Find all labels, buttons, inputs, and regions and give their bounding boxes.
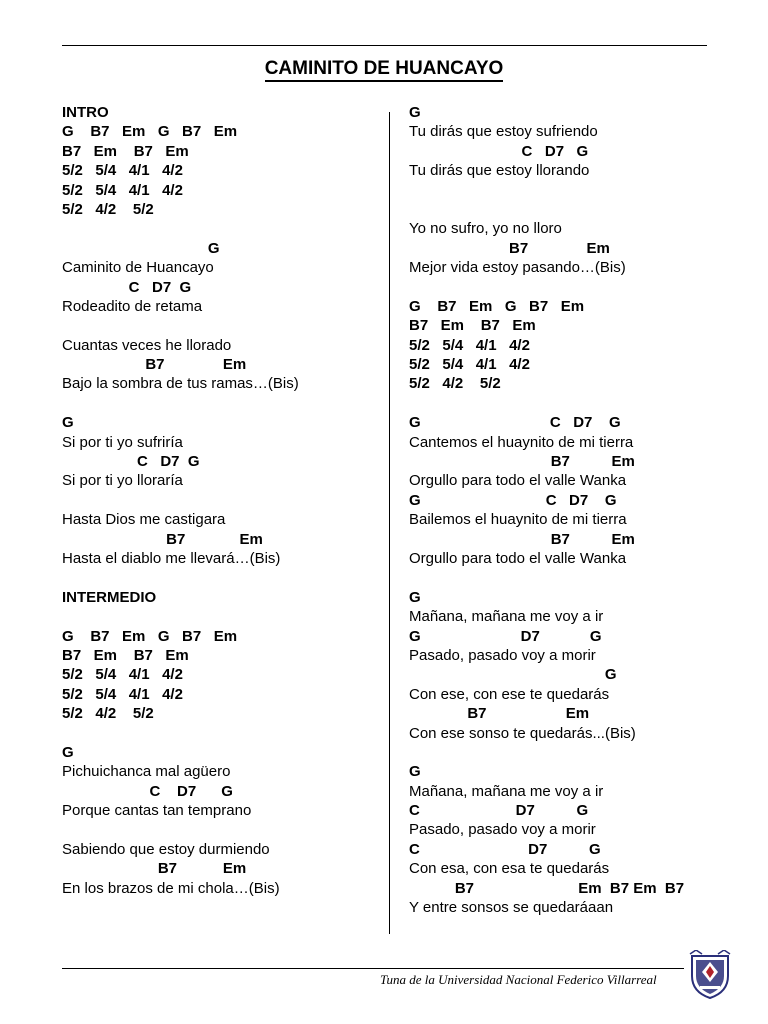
chord-line: G C D7 G	[409, 491, 617, 509]
blank-line	[62, 219, 382, 238]
lyric-line: Bailemos el huaynito de mi tierra	[409, 511, 627, 529]
chord-line: B7 Em B7 Em	[409, 317, 536, 335]
chord-line: C D7 G	[62, 278, 192, 296]
chord-line: 5/2 5/4 4/1 4/2	[62, 162, 183, 180]
lyric-line: Con ese, con ese te quedarás	[409, 685, 610, 703]
lyric-line: Porque cantas tan temprano	[62, 802, 252, 820]
blank-line	[409, 278, 719, 297]
chord-line: C D7 G	[409, 840, 601, 858]
lyric-line: Mañana, mañana me voy a ir	[409, 608, 604, 626]
song-title: CAMINITO DE HUANCAYO	[0, 58, 768, 80]
blank-line	[62, 568, 382, 587]
lyric-line: Sabiendo que estoy durmiendo	[62, 840, 270, 858]
blank-line	[62, 820, 382, 839]
blank-line	[62, 394, 382, 413]
column-separator	[389, 112, 390, 934]
chord-line: 5/2 5/4 4/1 4/2	[62, 181, 183, 199]
chord-line: B7 Em B7 Em B7	[409, 879, 685, 897]
lyric-line: Y entre sonsos se quedaráaan	[409, 899, 614, 917]
lyric-line: Caminito de Huancayo	[62, 259, 214, 277]
chord-line: 5/2 5/4 4/1 4/2	[62, 666, 183, 684]
footer-text: Tuna de la Universidad Nacional Federico Villarreal	[380, 972, 657, 987]
lyric-line: Bajo la sombra de tus ramas…(Bis)	[62, 375, 299, 393]
lyric-line: Cantemos el huaynito de mi tierra	[409, 433, 634, 451]
chord-line: G B7 Em G B7 Em	[62, 123, 238, 141]
blank-line	[409, 568, 719, 587]
blank-line	[62, 724, 382, 743]
lyric-line: Con esa, con esa te quedarás	[409, 860, 610, 878]
lyric-line: Tu dirás que estoy sufriendo	[409, 123, 598, 141]
chord-line: G C D7 G	[409, 414, 621, 432]
lyric-line: Si por ti yo lloraría	[62, 472, 183, 490]
chord-line: B7 Em B7 Em	[62, 646, 189, 664]
chord-line: B7 Em	[62, 530, 263, 548]
blank-line	[62, 607, 382, 626]
chord-line: B7 Em	[409, 453, 635, 471]
chord-line: C D7 G	[409, 802, 589, 820]
lyric-line: Pasado, pasado voy a morir	[409, 821, 596, 839]
blank-line	[409, 181, 719, 200]
chord-line: G	[62, 239, 220, 257]
chord-line: G B7 Em G B7 Em	[62, 627, 238, 645]
lyric-line: Si por ti yo sufriría	[62, 433, 183, 451]
blank-line	[409, 743, 719, 762]
chord-line: G	[409, 588, 421, 606]
lyric-line: Mejor vida estoy pasando…(Bis)	[409, 259, 626, 277]
chord-line: 5/2 5/4 4/1 4/2	[62, 685, 183, 703]
chord-line: 5/2 5/4 4/1 4/2	[409, 356, 530, 374]
chord-line: B7 Em	[62, 356, 247, 374]
lyric-line: Orgullo para todo el valle Wanka	[409, 472, 627, 490]
lyric-line: Rodeadito de retama	[62, 297, 203, 315]
chord-line: 5/2 4/2 5/2	[409, 375, 501, 393]
bottom-rule	[62, 968, 684, 969]
chord-line: G	[62, 743, 74, 761]
chord-line: G B7 Em G B7 Em	[409, 297, 585, 315]
chord-line: C D7 G	[62, 453, 200, 471]
lyric-line: Mañana, mañana me voy a ir	[409, 782, 604, 800]
chord-line: INTERMEDIO	[62, 588, 157, 606]
university-crest-icon	[688, 950, 732, 1000]
chord-line: INTRO	[62, 104, 109, 121]
lyric-line: En los brazos de mi chola…(Bis)	[62, 879, 280, 897]
lyric-line: Pasado, pasado voy a morir	[409, 646, 596, 664]
lyric-line: Pichuichanca mal agüero	[62, 763, 231, 781]
top-rule	[62, 45, 707, 46]
chord-line: 5/2 4/2 5/2	[62, 200, 154, 218]
lyric-line: Hasta el diablo me llevará…(Bis)	[62, 549, 281, 567]
lyric-line: Hasta Dios me castigara	[62, 511, 226, 529]
blank-line	[409, 394, 719, 413]
lyric-line: Orgullo para todo el valle Wanka	[409, 549, 627, 567]
chord-line: B7 Em	[409, 705, 590, 723]
chord-line: C D7 G	[409, 142, 589, 160]
chord-line: B7 Em	[409, 530, 635, 548]
chord-line: 5/2 5/4 4/1 4/2	[409, 336, 530, 354]
lyric-line: Con ese sonso te quedarás...(Bis)	[409, 724, 636, 742]
blank-line	[62, 491, 382, 510]
chord-line: C D7 G	[62, 782, 233, 800]
chord-line: G	[62, 414, 74, 432]
chord-line: G	[409, 763, 421, 781]
chord-line: G	[409, 104, 421, 121]
left-column	[62, 103, 382, 898]
chord-line: B7 Em B7 Em	[62, 142, 189, 160]
chord-line: B7 Em	[62, 860, 247, 878]
chord-line: G D7 G	[409, 627, 602, 645]
right-column	[409, 103, 719, 917]
chord-line: 5/2 4/2 5/2	[62, 705, 154, 723]
chord-line: G	[409, 666, 617, 684]
chord-line: B7 Em	[409, 239, 610, 257]
lyric-line: Tu dirás que estoy llorando	[409, 162, 590, 180]
blank-line	[62, 316, 382, 335]
lyric-line: Cuantas veces he llorado	[62, 336, 232, 354]
lyric-line: Yo no sufro, yo no lloro	[409, 220, 562, 238]
blank-line	[409, 200, 719, 219]
